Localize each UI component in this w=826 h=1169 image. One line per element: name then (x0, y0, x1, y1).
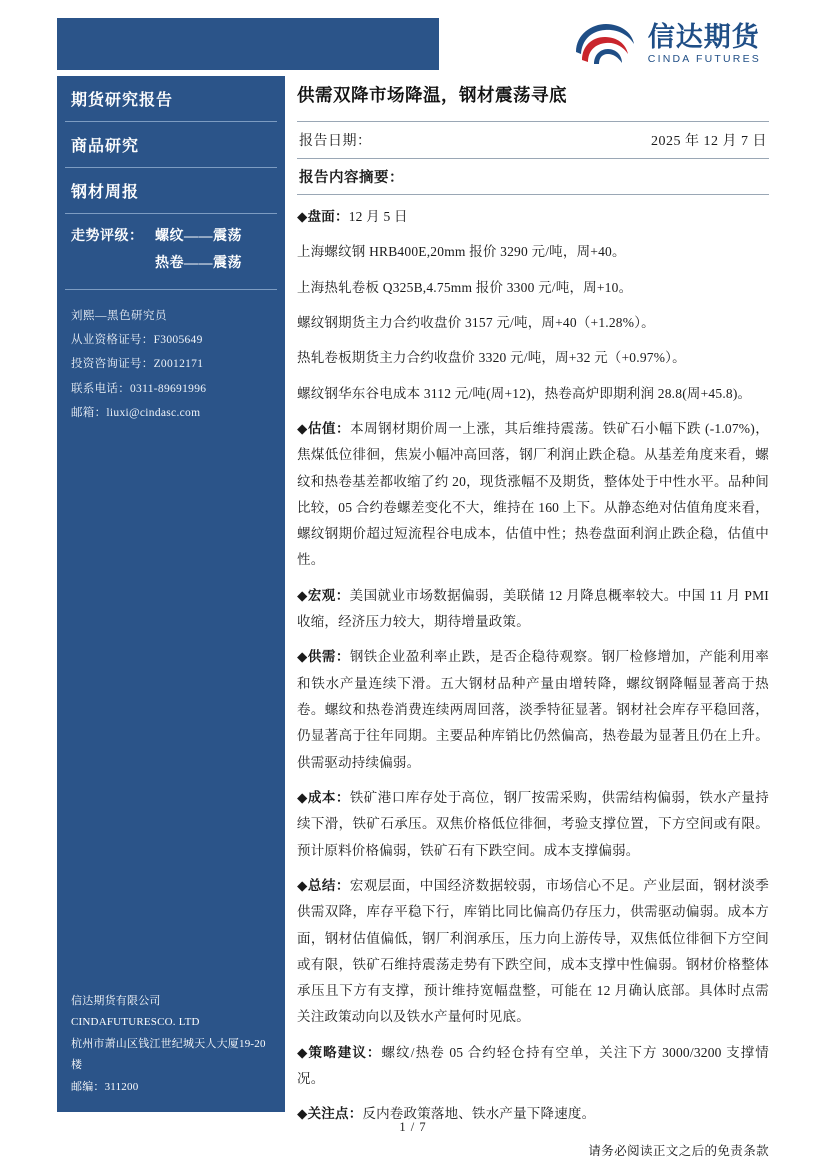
rating-spacer (71, 251, 155, 278)
rating-title: 走势评级： (71, 229, 144, 244)
page-title: 供需双降市场降温，钢材震荡寻底 (297, 85, 567, 105)
bullet-marker: ◆ (297, 789, 308, 805)
report-date-label: 报告日期： (299, 134, 372, 149)
paragraph-text: 螺纹/热卷 05 合约轻仓持有空单，关注下方 3000/3200 支撑情况。 (297, 1044, 770, 1087)
paragraph-text: 本周钢材期价周一上涨，其后维持震荡。铁矿石小幅下跌 (-1.07%)，焦煤低位徘徊，焦炭小幅冲高回落，钢厂利润止跌企稳。从基差角度来看，螺纹和热卷基差都收缩了约 20，现货涨幅不及期货，整体处于中性水平。品种间比较，05 合约卷螺差变化不大，维持在 160 上下。从静态绝对估值角度来看，螺纹钢期价超过短流程谷电成本，估值中性；热卷盘面利润止跌企稳，估值中性。 (297, 420, 769, 568)
analyst-consulting-number: 投资咨询证号：Z0012171 (71, 358, 204, 371)
paragraph-lead: 策略建议： (308, 1044, 382, 1060)
sidebar-item-label: 商品研究 (71, 138, 140, 155)
company-name-en: CINDAFUTURESCO. LTD (71, 1016, 200, 1029)
analyst-name: 刘熙—黑色研究员 (71, 310, 167, 323)
paragraph-text: 热轧卷板期货主力合约收盘价 3320 元/吨，周+32 元（+0.97%）。 (297, 350, 686, 366)
page-number: 1 / 7 (399, 1120, 427, 1134)
report-date-value: 2025 年 12 月 7 日 (651, 134, 767, 149)
brand-name-cn: 信达期货 (647, 21, 760, 52)
rating-label-rebar: 螺纹—— (155, 229, 213, 244)
summary-paragraph (297, 785, 769, 864)
rating-label-hrc: 热卷—— (155, 255, 213, 271)
paragraph-text: 钢铁企业盈利率止跌，是否企稳待观察。钢厂检修增加，产能利用率和铁水产量连续下滑。五大钢材品种产量由增转降，螺纹钢降幅显著高于热卷。螺纹和热卷消费连续两周回落，淡季特征显著。钢材社会库存平稳回落，仍显著高于往年同期。主要品种库销比仍然偏高，热卷最为显著且仍在上升。供需驱动持续偏弱。 (297, 649, 769, 770)
summary-divider (297, 194, 769, 195)
rating-value-rebar: 震荡 (213, 229, 242, 244)
summary-heading: 报告内容摘要： (299, 170, 404, 186)
sidebar-item-label: 钢材周报 (71, 184, 140, 201)
company-postcode: 邮编：311200 (71, 1080, 139, 1093)
paragraph-lead: 宏观： (307, 587, 350, 603)
company-name-cn: 信达期货有限公司 (71, 994, 161, 1007)
company-footer (57, 991, 285, 1098)
summary-body (297, 204, 769, 1128)
bullet-marker: ◆ (297, 1044, 309, 1060)
summary-paragraph (297, 583, 769, 636)
analyst-phone: 联系电话：0311-89691996 (71, 382, 207, 395)
summary-paragraph (297, 239, 769, 265)
sidebar-item-report-type[interactable] (57, 76, 285, 121)
rating-value-hrc: 震荡 (213, 255, 242, 271)
summary-paragraph (297, 275, 769, 301)
rating-row-rebar (71, 224, 273, 251)
paragraph-text: 上海螺纹钢 HRB400E,20mm 报价 3290 元/吨，周+40。 (297, 244, 626, 260)
analyst-email[interactable]: 邮箱：liuxi@cindasc.com (71, 406, 201, 419)
sidebar-item-steel-weekly[interactable] (57, 168, 285, 213)
paragraph-lead: 供需： (307, 649, 350, 665)
paragraph-text: 宏观层面，中国经济数据较弱，市场信心不足。产业层面，钢材淡季供需双降，库存平稳下行，库销比同比偏高仍存压力，供需驱动偏弱。成本方面，钢材估值偏低，钢厂利润承压，压力向上游传导，双焦低位徘徊下方空间或有限，铁矿石维持震荡走势有下跌空间，成本支撑中性偏弱。钢材价格整体承压且下方有支撑，预计维持宽幅盘整，可能在 12 月确认底部。具体时点需关注政策动向以及铁水产量何时见底。 (297, 877, 769, 1025)
analyst-info (57, 290, 285, 425)
rating-row-hrc (71, 251, 273, 278)
sidebar-item-commodity-research[interactable] (57, 122, 285, 167)
bullet-marker: ◆ (297, 420, 308, 436)
brand-logo (439, 18, 769, 70)
paragraph-lead: 总结： (307, 877, 350, 893)
paragraph-lead: 关注点： (307, 1106, 363, 1122)
summary-paragraph (297, 345, 769, 371)
bullet-marker: ◆ (297, 209, 308, 224)
paragraph-text: 螺纹钢期货主力合约收盘价 3157 元/吨，周+40（+1.28%）。 (297, 314, 655, 330)
paragraph-text: 螺纹钢华东谷电成本 3112 元/吨(周+12)，热卷高炉即期利润 28.8(周+45.8)。 (297, 385, 752, 401)
paragraph-lead: 成本： (307, 789, 350, 805)
paragraph-text: 美国就业市场数据偏弱，美联储 12 月降息概率较大。中国 11 月 PMI 收缩，经济压力较大，期待增量政策。 (297, 587, 769, 630)
bullet-marker: ◆ (297, 1106, 308, 1122)
summary-paragraph (297, 310, 769, 336)
paragraph-lead: 盘面： (307, 209, 349, 224)
analyst-qualification: 从业资格证号：F3005649 (71, 334, 203, 347)
paragraph-lead: 估值： (307, 420, 351, 436)
summary-paragraph (297, 416, 769, 574)
paragraph-text: 12 月 5 日 (348, 209, 408, 224)
paragraph-text: 上海热轧卷板 Q325B,4.75mm 报价 3300 元/吨，周+10。 (297, 279, 633, 295)
trend-rating-block (57, 214, 285, 289)
summary-paragraph (297, 1040, 769, 1093)
sidebar (57, 76, 285, 1112)
header-band (57, 18, 769, 70)
paragraph-text: 反内卷政策落地、铁水产量下降速度。 (362, 1106, 596, 1122)
cinda-logo-icon (572, 22, 638, 66)
summary-paragraph (297, 644, 769, 776)
report-date-row (297, 122, 769, 158)
main-content (297, 76, 769, 1128)
paragraph-text: 铁矿港口库存处于高位，钢厂按需采购，供需结构偏弱，铁水产量持续下滑，铁矿石承压。双焦价格低位徘徊，考验支撑位置，下方空间或有限。预计原料价格偏弱，铁矿石有下跌空间。成本支撑偏弱。 (297, 789, 769, 858)
summary-paragraph (297, 204, 769, 230)
summary-paragraph (297, 381, 769, 407)
summary-paragraph (297, 873, 769, 1031)
bullet-marker: ◆ (297, 587, 308, 603)
disclaimer-text: 请务必阅读正文之后的免责条款 (588, 1144, 769, 1158)
sidebar-item-label: 期货研究报告 (71, 92, 174, 109)
bullet-marker: ◆ (297, 649, 308, 665)
brand-name-en: CINDA FUTURES (647, 53, 761, 66)
company-address: 杭州市萧山区钱江世纪城天人大厦19-20楼 (71, 1037, 266, 1072)
bullet-marker: ◆ (297, 877, 308, 893)
